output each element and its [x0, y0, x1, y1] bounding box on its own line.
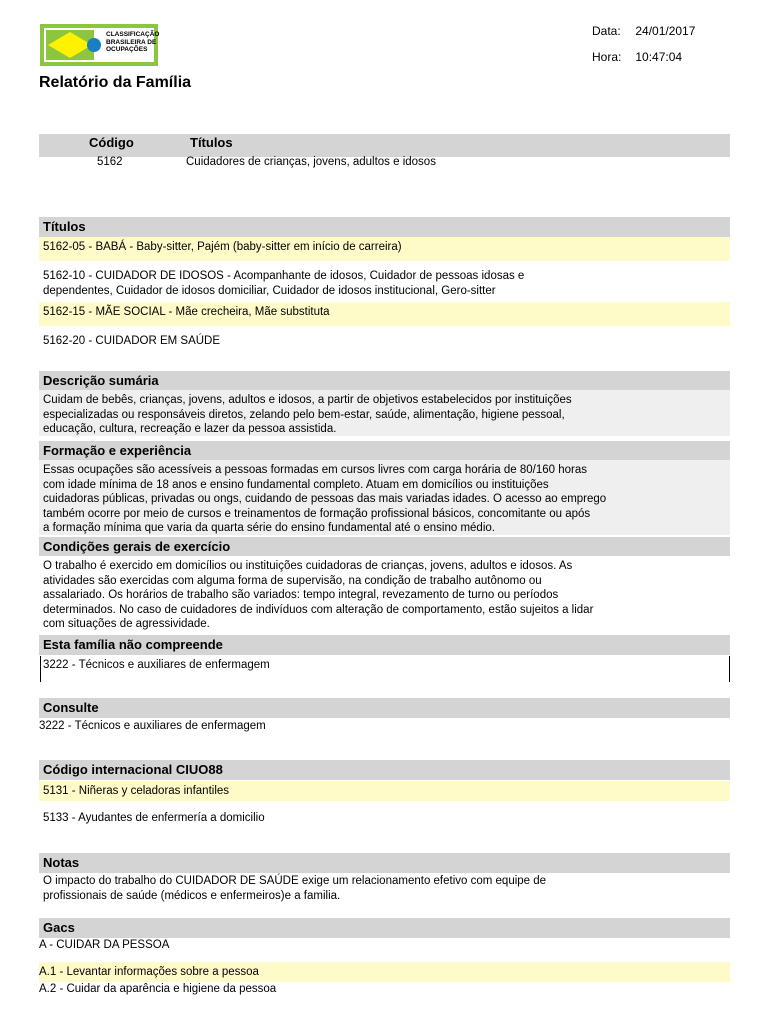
formacao-line: com idade mínima de 18 anos e ensino fundamental completo. Atuam em domicílios ou instituições	[43, 478, 549, 491]
descricao-line: especializadas ou responsáveis diretos, zelando pelo bem-estar, saúde, alimentação, higiene pessoal,	[43, 408, 565, 421]
col-header-titulos: Títulos	[190, 135, 233, 150]
condicoes-line: O trabalho é exercido em domicílios ou instituições cuidadoras de crianças, jovens, adultos e idosos. As	[43, 560, 573, 572]
time-value: 10:47:04	[635, 50, 683, 64]
family-title: Cuidadores de crianças, jovens, adultos e idosos	[186, 156, 436, 168]
section-header-consulte: Consulte	[39, 698, 730, 718]
titulo-item-5162-15	[39, 302, 730, 326]
descricao-line: educação, cultura, recreação e lazer da pessoa assistida.	[43, 423, 337, 435]
formacao-line: também ocorre por meio de cursos e treinamentos de formação profissional básicos, concomitante ou após	[43, 507, 591, 520]
gacs-item-a2: A.2 - Cuidar da aparência e higiene da pessoa	[39, 983, 277, 995]
titulo-item-5162-10-line2: dependentes, Cuidador de idosos domiciliar, Cuidador de idosos institucional, Gero-sitter	[43, 285, 496, 297]
report-date	[592, 24, 695, 38]
condicoes-line: com situações de agressividade.	[43, 618, 210, 630]
descricao-text	[39, 390, 730, 436]
gacs-item-a1: A.1 - Levantar informações sobre a pessoa	[39, 962, 730, 982]
ciuo-item-5131: 5131 - Niñeras y celadoras infantiles	[39, 781, 730, 801]
notas-line: O impacto do trabalho do CUIDADOR DE SAÚDE exige um relacionamento efetivo com equipe de	[43, 875, 547, 887]
logo-text-line3: OCUPAÇÕES	[106, 46, 148, 53]
consulte-item: 3222 - Técnicos e auxiliares de enfermagem	[39, 720, 266, 732]
formacao-line: a formação mínima que varia da quarta série do ensino fundamental até o ensino médio.	[43, 522, 495, 534]
family-code: 5162	[97, 156, 123, 168]
formacao-text	[39, 460, 730, 535]
date-label: Data:	[592, 24, 621, 38]
section-header-nao-compreende: Esta família não compreende	[39, 635, 730, 655]
time-label: Hora:	[592, 50, 622, 64]
gacs-area: A - CUIDAR DA PESSOA	[39, 939, 170, 951]
section-header-gacs: Gacs	[39, 918, 730, 938]
section-header-formacao: Formação e experiência	[39, 441, 730, 461]
titulo-synonyms: - Baby-sitter, Pajém (baby-sitter em início de carreira)	[126, 241, 402, 253]
page-title: Relatório da Família	[39, 74, 192, 91]
section-header-condicoes: Condições gerais de exercício	[39, 537, 730, 557]
titulo-item-5162-20: 5162-20 - CUIDADOR EM SAÚDE	[43, 335, 221, 347]
ciuo-item-5133: 5133 - Ayudantes de enfermería a domicilio	[43, 812, 265, 824]
section-header-descricao: Descrição sumária	[39, 371, 730, 391]
section-header-titulos: Títulos	[39, 217, 730, 237]
formacao-line: Essas ocupações são acessíveis a pessoas formadas em cursos livres com carga horária de 80/160 horas	[43, 464, 587, 476]
condicoes-text	[39, 556, 730, 632]
titulo-code: 5162-05	[43, 241, 86, 253]
notas-line: profissionais de saúde (médicos e enfermeiros)e a familia.	[43, 890, 341, 902]
family-table-header	[39, 134, 730, 157]
report-time	[592, 50, 682, 64]
date-value: 24/01/2017	[635, 24, 696, 38]
titulo-text: - MÃE SOCIAL - Mãe crecheira, Mãe substituta	[85, 306, 330, 318]
table-border-left	[40, 656, 41, 682]
descricao-line: Cuidam de bebês, crianças, jovens, adultos e idosos, a partir de objetivos estabelecidos por instituições	[43, 394, 572, 406]
titulo-item-5162-10-line1: 5162-10 - CUIDADOR DE IDOSOS - Acompanhante de idosos, Cuidador de pessoas idosas e	[43, 270, 525, 282]
logo-text-line2: BRASILEIRA DE	[106, 38, 157, 46]
condicoes-line: determinados. No caso de cuidadores de indivíduos com alteração de comportamento, estão sujeitos a lidar	[43, 603, 594, 616]
cbo-logo	[40, 24, 158, 66]
titulo-code: 5162-15	[43, 306, 86, 318]
nao-compreende-item: 3222 - Técnicos e auxiliares de enfermagem	[43, 659, 270, 671]
col-header-codigo: Código	[89, 135, 134, 150]
titulo-item-5162-05: 5162-05 - BABÁ - Baby-sitter, Pajém (baby-sitter em início de carreira)	[39, 237, 730, 261]
condicoes-line: assalariado. Os horários de trabalho são variados: tempo integral, revezamento de turno ou períodos	[43, 589, 559, 601]
formacao-line: cuidadoras públicas, privadas ou ongs, cuidando de pessoas das mais variadas idades. O acesso ao emprego	[43, 493, 607, 505]
logo-text-line1: CLASSIFICAÇÃO	[106, 31, 160, 38]
section-header-notas: Notas	[39, 853, 730, 873]
titulo-name: BABÁ	[95, 241, 127, 253]
section-header-ciuo88: Código internacional CIUO88	[39, 760, 730, 780]
condicoes-line: atividades são exercidas com alguma forma de supervisão, na condição de trabalho autônomo ou	[43, 574, 542, 587]
